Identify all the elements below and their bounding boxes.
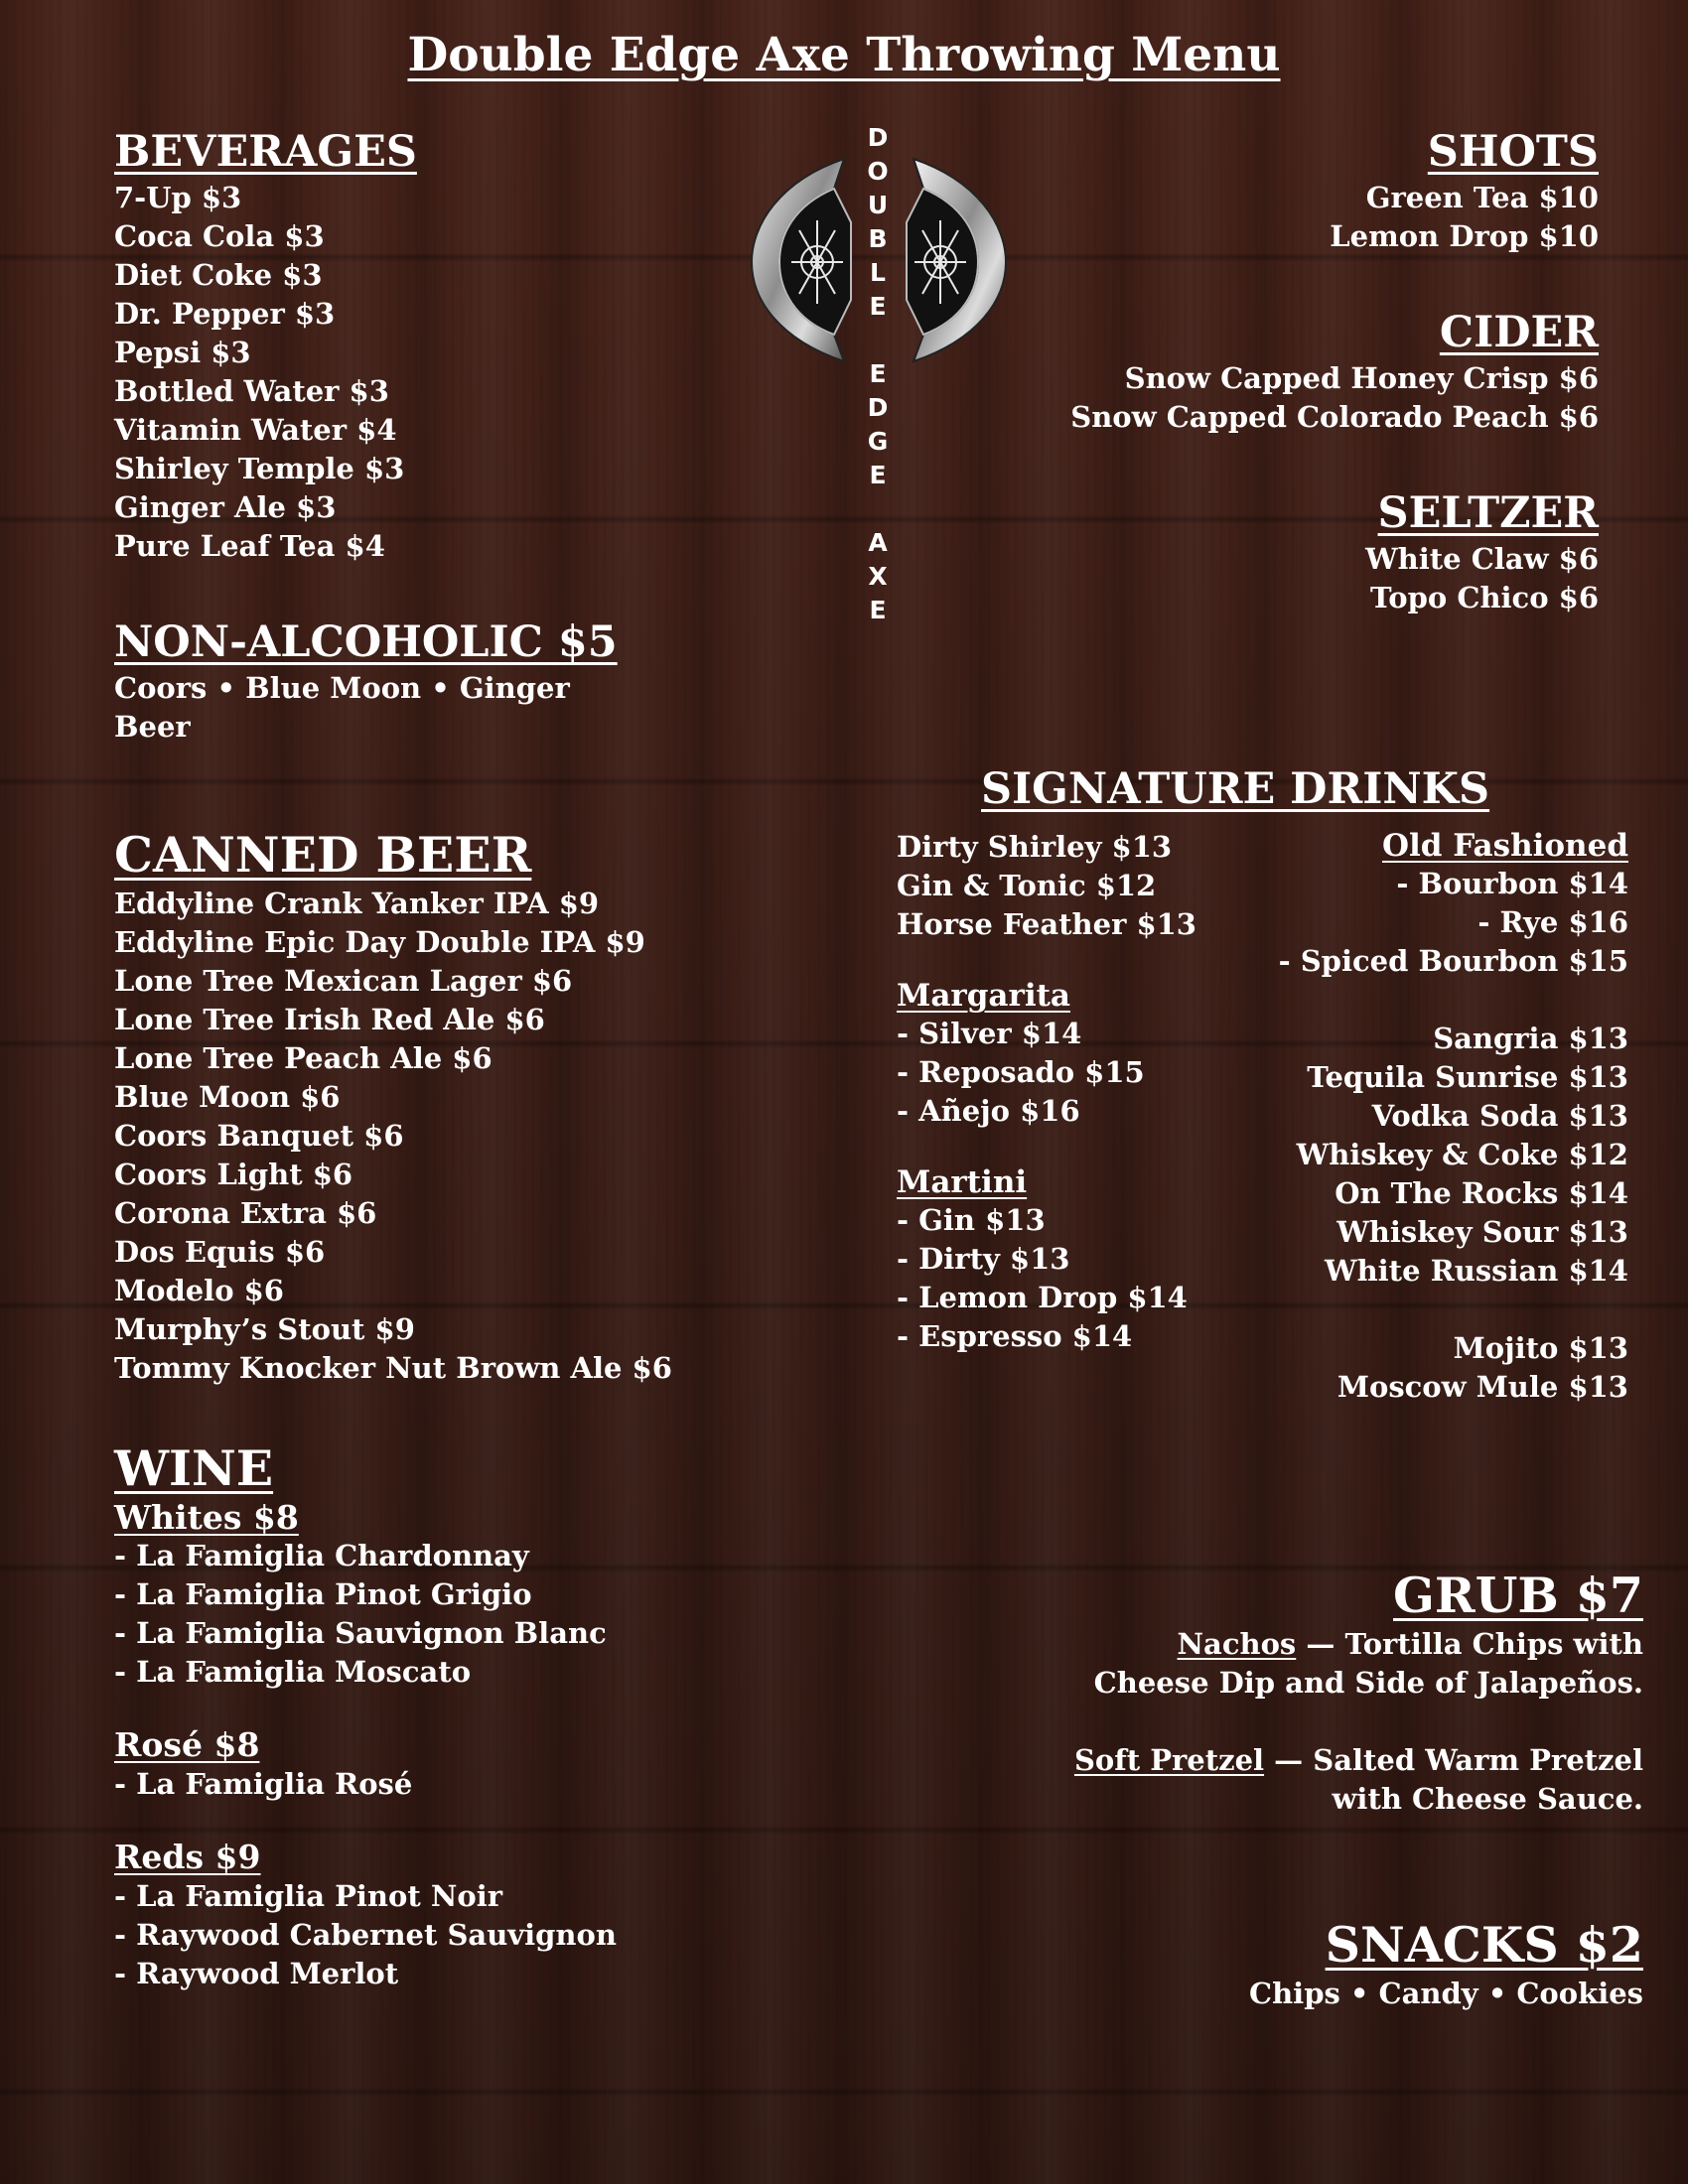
cider-heading: CIDER [1439,308,1599,357]
wine-heading: WINE [114,1439,274,1497]
martini-list [897,1201,1196,1356]
canned-beer-heading: CANNED BEER [114,826,532,884]
list-item: Sangria $13 [1433,1022,1628,1056]
wine-whites-label: Whites $8 [114,1497,299,1537]
list-item: Moscow Mule $13 [1336,1370,1628,1405]
old-fashioned-list [1279,865,1628,981]
grub-section [1074,1567,1643,1819]
list-item: Diet Coke $3 [114,257,323,292]
list-item: Whiskey Sour $13 [1336,1215,1628,1250]
canned-beer-section [114,826,672,1388]
snacks-heading: SNACKS $2 [1325,1916,1643,1974]
nachos-desc: — Tortilla Chips with [1296,1626,1643,1661]
seltzer-list [1365,540,1599,617]
margarita-label: Margarita [897,978,1071,1014]
list-item: Snow Capped Honey Crisp $6 [1124,360,1599,395]
snacks-text: Chips • Candy • Cookies [1249,1976,1643,2010]
wine-rose-label: Rosé $8 [114,1725,260,1765]
list-item: - Bourbon $14 [1396,867,1628,901]
wine-section [114,1439,617,1993]
list-item: Coca Cola $3 [114,218,325,253]
list-item: Green Tea $10 [1365,180,1599,214]
list-item: Pepsi $3 [114,335,251,369]
pretzel-line-2: with Cheese Sauce. [1332,1781,1643,1816]
list-item: Pure Leaf Tea $4 [114,528,385,563]
list-item: - Lemon Drop $14 [897,1281,1188,1315]
pretzel-line-1 [1074,1741,1643,1780]
list-item: - Raywood Cabernet Sauvignon [114,1917,617,1952]
shots-heading: SHOTS [1427,127,1599,177]
beverages-heading: BEVERAGES [114,127,417,177]
non-alcoholic-section [114,617,618,747]
nachos-line-1 [1074,1625,1643,1664]
list-item: Shirley Temple $3 [114,451,405,485]
shots-list [1330,179,1599,256]
shots-section [1330,127,1599,256]
grub-heading: GRUB $7 [1393,1567,1643,1624]
list-item: On The Rocks $14 [1335,1176,1628,1211]
signature-left-column [897,828,1196,1356]
list-item: Tommy Knocker Nut Brown Ale $6 [114,1350,672,1385]
signature-house-list [1279,1020,1628,1291]
signature-classic-list [897,828,1196,944]
list-item: 7-Up $3 [114,180,242,214]
list-item: - Rye $16 [1477,905,1628,940]
list-item: Horse Feather $13 [897,907,1196,941]
list-item: Modelo $6 [114,1273,284,1307]
beverages-section [114,127,417,566]
wine-reds-label: Reds $9 [114,1837,261,1876]
beverages-list [114,179,417,566]
list-item: - La Famiglia Moscato [114,1655,472,1690]
list-item: - Silver $14 [897,1017,1082,1051]
list-item: - Espresso $14 [897,1319,1133,1354]
snacks-section [1249,1916,1643,2013]
non-alcoholic-line-2: Beer [114,709,191,744]
list-item: Lemon Drop $10 [1330,218,1599,253]
page-title: Double Edge Axe Throwing Menu [407,28,1281,82]
pretzel-name: Soft Pretzel [1073,1742,1265,1777]
list-item: Dos Equis $6 [114,1234,326,1269]
list-item: Coors Banquet $6 [114,1118,404,1153]
logo-vertical-text: D O U B L E E D G E A X E [867,123,889,624]
non-alcoholic-heading: NON-ALCOHOLIC $5 [114,617,618,667]
list-item: - Reposado $15 [897,1055,1145,1090]
list-item: Bottled Water $3 [114,373,389,408]
list-item: Vodka Soda $13 [1371,1099,1628,1134]
list-item: - La Famiglia Chardonnay [114,1539,529,1573]
seltzer-heading: SELTZER [1377,488,1599,538]
list-item: Vitamin Water $4 [114,412,397,447]
list-item: - Raywood Merlot [114,1956,399,1990]
list-item: Topo Chico $6 [1370,580,1599,614]
list-item: - Gin $13 [897,1203,1046,1238]
martini-label: Martini [897,1164,1028,1201]
list-item: Lone Tree Mexican Lager $6 [114,963,573,998]
list-item: Coors Light $6 [114,1157,353,1191]
list-item: Corona Extra $6 [114,1195,377,1230]
old-fashioned-label: Old Fashioned [1381,828,1628,864]
list-item: Dirty Shirley $13 [897,830,1173,864]
list-item: Snow Capped Colorado Peach $6 [1070,399,1599,434]
nachos-line-2: Cheese Dip and Side of Jalapeños. [1093,1665,1643,1700]
list-item: Tequila Sunrise $13 [1307,1060,1628,1095]
non-alcoholic-line-1: Coors • Blue Moon • Ginger [114,670,570,705]
list-item: White Claw $6 [1365,541,1599,576]
signature-drinks-heading: SIGNATURE DRINKS [981,764,1490,814]
list-item: Eddyline Epic Day Double IPA $9 [114,924,645,959]
list-item: Whiskey & Coke $12 [1296,1138,1628,1172]
list-item: White Russian $14 [1325,1254,1628,1289]
list-item: Murphy’s Stout $9 [114,1311,415,1346]
canned-beer-list [114,885,672,1388]
list-item: Lone Tree Peach Ale $6 [114,1040,492,1075]
list-item: - La Famiglia Pinot Grigio [114,1577,532,1612]
nachos-name: Nachos [1177,1626,1297,1661]
list-item: - Spiced Bourbon $15 [1278,944,1628,979]
list-item: Eddyline Crank Yanker IPA $9 [114,886,600,920]
wine-whites-list [114,1537,617,1692]
list-item: Blue Moon $6 [114,1079,341,1114]
signature-right-column [1279,828,1628,1407]
list-item: Gin & Tonic $12 [897,869,1157,902]
signature-mule-list [1279,1329,1628,1407]
list-item: - La Famiglia Sauvignon Blanc [114,1616,607,1651]
pretzel-desc: — Salted Warm Pretzel [1264,1742,1643,1777]
list-item: Dr. Pepper $3 [114,296,336,331]
list-item: - La Famiglia Rosé [114,1766,413,1801]
wine-rose-list [114,1765,617,1804]
seltzer-section [1365,488,1599,617]
wine-reds-list [114,1877,617,1993]
margarita-list [897,1015,1196,1131]
list-item: Ginger Ale $3 [114,489,337,524]
cider-section [1070,308,1599,437]
list-item: - Dirty $13 [897,1242,1070,1277]
list-item: Mojito $13 [1453,1331,1628,1366]
list-item: - La Famiglia Pinot Noir [114,1878,502,1913]
list-item: Lone Tree Irish Red Ale $6 [114,1002,545,1036]
list-item: - Añejo $16 [897,1094,1080,1129]
cider-list [1070,359,1599,437]
